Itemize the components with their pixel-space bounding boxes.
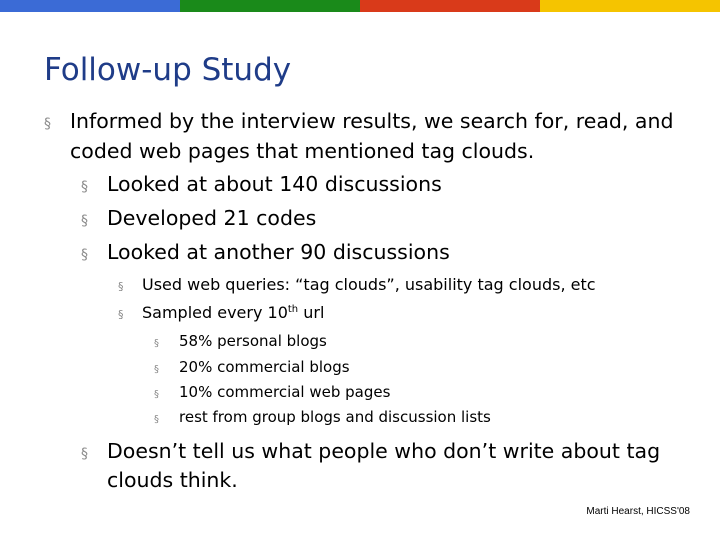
bullet-mark: §	[154, 338, 159, 349]
slide-title: Follow-up Study	[44, 52, 292, 88]
bullet-mark: §	[154, 364, 159, 375]
sampled-bullet	[142, 300, 324, 326]
breakdown-item: rest from group blogs and discussion lists	[179, 408, 491, 426]
main-bullet-line2: coded web pages that mentioned tag clouds.	[70, 139, 535, 163]
top-color-bar	[0, 0, 720, 12]
queries-bullet: Used web queries: “tag clouds”, usability tag clouds, etc	[142, 275, 596, 294]
sampled-prefix: Sampled every 10	[142, 303, 288, 322]
breakdown-item: 58% personal blogs	[179, 332, 327, 350]
breakdown-item: 20% commercial blogs	[179, 358, 350, 376]
last-bullet-line2: clouds think.	[107, 468, 238, 492]
bullet-mark: §	[118, 308, 124, 321]
color-bar-red	[360, 0, 540, 12]
sub-bullet: Looked at about 140 discussions	[107, 172, 442, 196]
main-bullet-line1: Informed by the interview results, we search for, read, and	[70, 109, 674, 133]
sampled-suffix: url	[298, 303, 325, 322]
sub-bullet: Looked at another 90 discussions	[107, 240, 450, 264]
bullet-mark: §	[154, 414, 159, 425]
bullet-mark: §	[44, 116, 51, 132]
bullet-mark: §	[81, 247, 88, 263]
bullet-mark: §	[118, 280, 124, 293]
sub-bullet: Developed 21 codes	[107, 206, 317, 230]
color-bar-green	[180, 0, 360, 12]
bullet-mark: §	[81, 213, 88, 229]
color-bar-yellow	[540, 0, 720, 12]
bullet-mark: §	[81, 179, 88, 195]
breakdown-item: 10% commercial web pages	[179, 383, 391, 401]
sampled-sup: th	[287, 304, 299, 315]
bullet-mark: §	[81, 446, 88, 462]
color-bar-blue	[0, 0, 180, 12]
slide-footer: Marti Hearst, HICSS'08	[586, 506, 690, 517]
last-bullet-line1: Doesn’t tell us what people who don’t write about tag	[107, 439, 661, 463]
bullet-mark: §	[154, 389, 159, 400]
